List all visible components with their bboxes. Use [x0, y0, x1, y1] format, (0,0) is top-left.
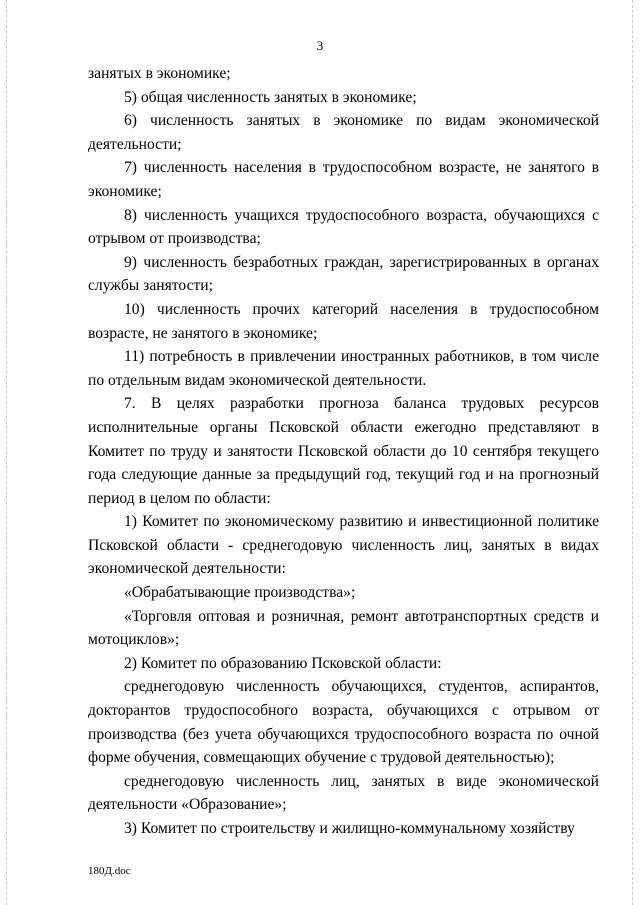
paragraph: 10) численность прочих категорий населения в трудоспособном возрасте, не занятого в экономике; — [88, 300, 599, 342]
paragraph: среднегодовую численность лиц, занятых в виде экономической деятельности «Образование»; — [88, 772, 599, 814]
paragraph: среднегодовую численность обучающихся, студентов, аспирантов, докторантов трудоспособного возраста, обучающихся с отрывом от производства (без учета обучающихся трудоспособного возраста по очной форме обучения, совмещающих обучение с трудовой деятельностью); — [88, 678, 599, 767]
document-body — [88, 62, 599, 841]
paragraph: занятых в экономике; — [88, 65, 231, 82]
paragraph: 7) численность населения в трудоспособном возрасте, не занятого в экономике; — [88, 159, 599, 200]
paragraph: 2) Комитет по образованию Псковской области: — [124, 654, 442, 672]
paragraph: «Обрабатывающие производства»; — [124, 584, 356, 602]
scan-edge-right — [632, 0, 634, 905]
page-number: 3 — [316, 38, 324, 53]
paragraph: 1) Комитет по экономическому развитию и инвестиционной политике Псковской области - среднегодовую численность лиц, занятых в видах экономической деятельности: — [88, 513, 599, 578]
paragraph: 5) общая численность занятых в экономике; — [124, 88, 417, 106]
paragraph: 3) Комитет по строительству и жилищно-коммунальному хозяйству — [124, 820, 575, 837]
paragraph: 7. В целях разработки прогноза баланса трудовых ресурсов исполнительные органы Псковской области ежегодно представляют в Комитет по труду и занятости Псковской области до 10 сентября текущего года следующие данные за предыдущий год, текущий год и на прогнозный период в целом по области: — [88, 395, 599, 507]
paragraph: «Торговля оптовая и розничная, ремонт автотранспортных средств и мотоциклов»; — [88, 607, 599, 649]
paragraph: 6) численность занятых в экономике по видам экономической деятельности; — [88, 112, 599, 153]
paragraph: 9) численность безработных граждан, зарегистрированных в органах службы занятости; — [88, 253, 599, 295]
paragraph: 8) численность учащихся трудоспособного возраста, обучающихся с отрывом от производства; — [88, 206, 599, 248]
scan-edge-left — [6, 0, 8, 905]
footer-filename: 180Д.doc — [88, 865, 131, 877]
paragraph: 11) потребность в привлечении иностранных работников, в том числе по отдельным видам экономической деятельности. — [88, 348, 599, 389]
